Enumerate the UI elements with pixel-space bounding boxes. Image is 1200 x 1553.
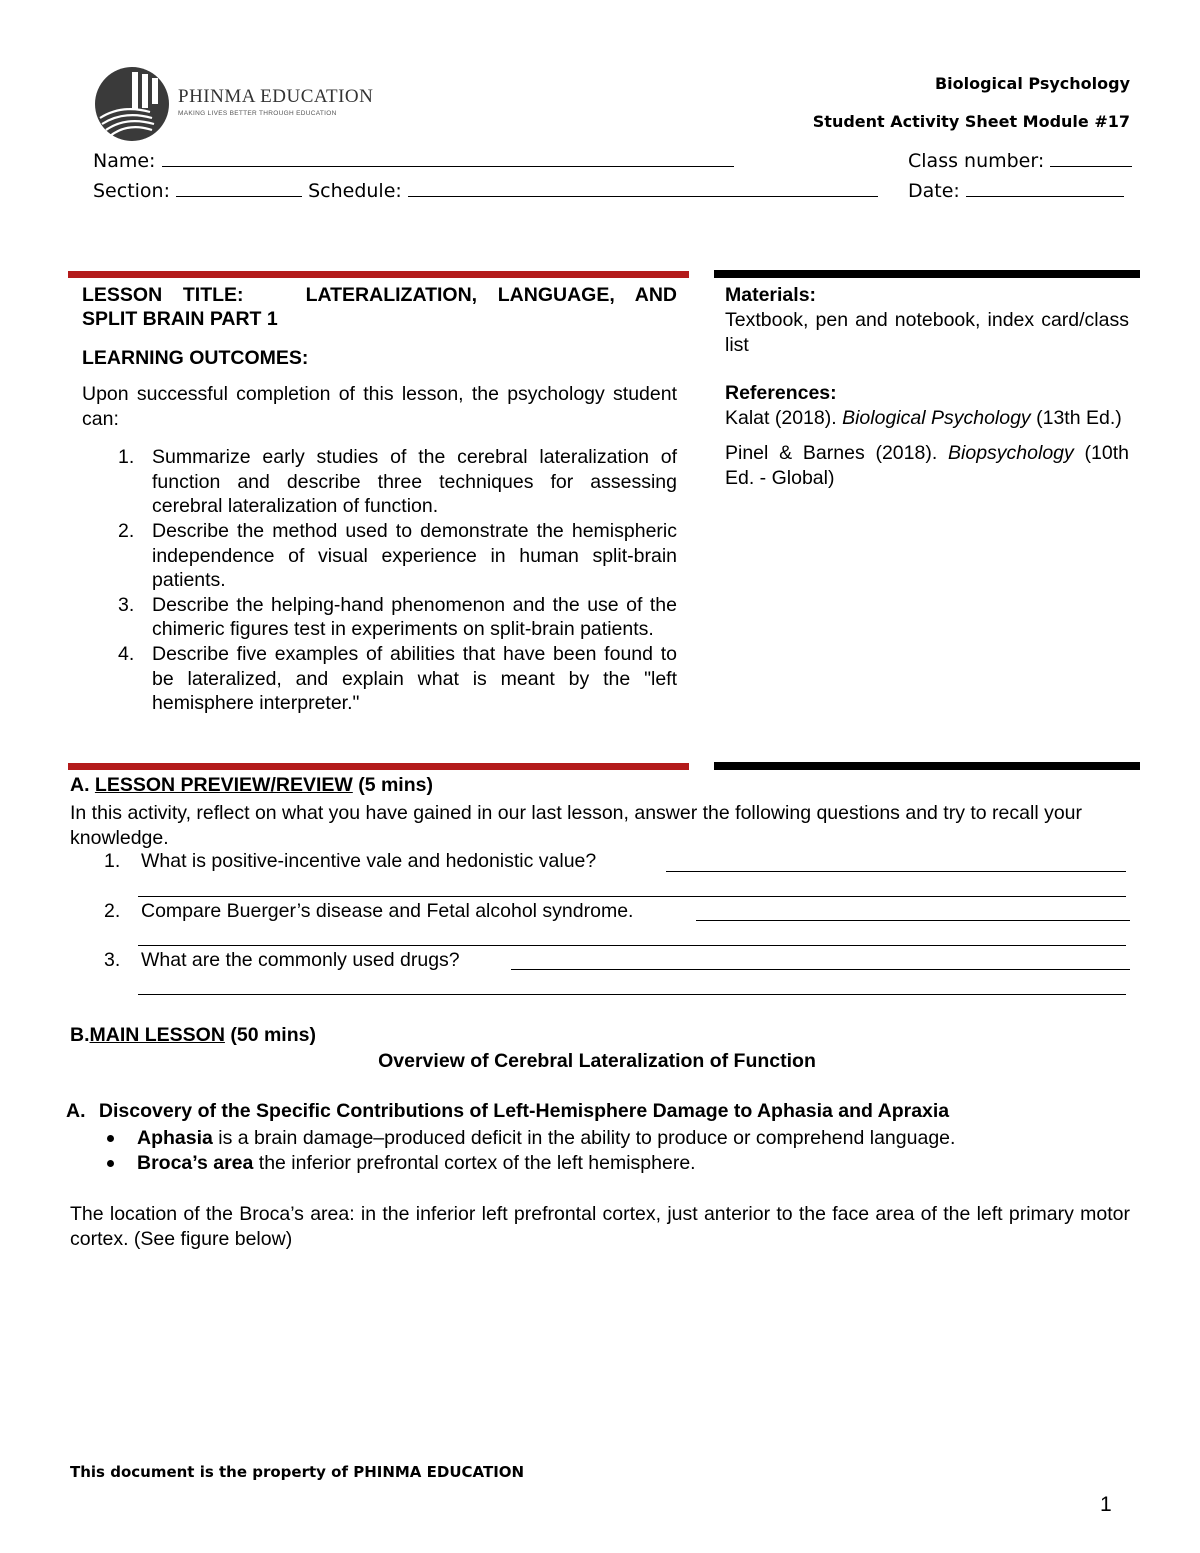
bullet-dot <box>107 1135 114 1142</box>
question-number: 2. <box>104 900 121 922</box>
phinma-logo <box>92 64 374 144</box>
outcome-number: 4. <box>118 642 135 665</box>
reference-1-authors: Kalat (2018). <box>725 407 843 429</box>
outcome-number: 1. <box>118 446 135 469</box>
section-a-intro: In this activity, reflect on what you have gained in our last lesson, answer the following questions and try to recall your knowledge. <box>70 802 1083 849</box>
question-number: 1. <box>104 850 121 872</box>
learning-outcomes-intro: Upon successful completion of this lesson, the psychology student can: <box>82 383 677 430</box>
section-b-heading <box>70 1024 316 1047</box>
class-number-label: Class number: <box>908 150 1045 172</box>
question-text: Compare Buerger’s disease and Fetal alcohol syndrome. <box>141 900 634 922</box>
question-text: What is positive-incentive vale and hedonistic value? <box>141 850 597 872</box>
brocas-location-text: The location of the Broca’s area: in the inferior left prefrontal cortex, just anterior to the face area of the left primary motor cortex. (See figure below) <box>70 1203 1130 1250</box>
bullet-text: the inferior prefrontal cortex of the left hemisphere. <box>253 1152 696 1174</box>
footer-property-text: This document is the property of PHINMA EDUCATION <box>70 1463 525 1481</box>
section-a-heading <box>70 774 433 797</box>
learning-outcomes-list <box>0 445 677 716</box>
outcome-text: Summarize early studies of the cerebral lateralization of function and describe three techniques for assessing cerebral lateralization of function. <box>152 446 677 518</box>
date-label: Date: <box>908 180 960 202</box>
section-a-title: LESSON PREVIEW/REVIEW <box>94 774 353 796</box>
outcome-item <box>0 445 677 519</box>
class-number-field[interactable] <box>908 148 1132 172</box>
section-field[interactable] <box>93 178 878 202</box>
reference-2-title: Biopsychology <box>948 442 1074 464</box>
section-line[interactable] <box>176 178 302 197</box>
phinma-logo-emblem <box>92 64 172 144</box>
logo-tagline: MAKING LIVES BETTER THROUGH EDUCATION <box>178 110 337 117</box>
reference-1 <box>725 406 1129 431</box>
outcome-number: 2. <box>118 519 135 542</box>
materials-box-top-border <box>714 270 1140 278</box>
section-label: Section: <box>93 180 170 202</box>
subsection-a-heading <box>66 1100 949 1123</box>
references-heading: References: <box>725 382 837 404</box>
question-number: 3. <box>104 949 121 971</box>
outcome-item <box>0 642 677 716</box>
name-label: Name: <box>93 150 156 172</box>
learning-outcomes-heading: LEARNING OUTCOMES: <box>82 347 309 369</box>
reference-2-edition: (10th Ed. - Global) <box>725 442 1129 489</box>
outcome-text: Describe five examples of abilities that have been found to be lateralized, and explain what is meant by the "left hemisphere interpreter." <box>152 642 677 715</box>
lesson-box <box>82 283 677 716</box>
name-line[interactable] <box>162 148 734 167</box>
question-text: What are the commonly used drugs? <box>141 949 460 971</box>
reference-1-edition: (13th Ed.) <box>1030 407 1122 429</box>
section-a-letter: A. <box>70 774 90 796</box>
reference-1-title: Biological Psychology <box>842 407 1031 429</box>
overview-title: Overview of Cerebral Lateralization of Function <box>378 1050 816 1072</box>
materials-box-bottom-border <box>714 762 1140 770</box>
materials-heading: Materials: <box>725 284 817 306</box>
answer-line[interactable] <box>138 896 1126 897</box>
bullet-dot <box>107 1160 114 1167</box>
name-field[interactable] <box>93 148 734 172</box>
reference-2 <box>725 441 1129 491</box>
bullet-term: Aphasia <box>137 1127 213 1149</box>
outcome-item <box>0 519 677 593</box>
answer-line[interactable] <box>138 945 1126 946</box>
section-b-title: MAIN LESSON <box>89 1024 225 1046</box>
materials-text: Textbook, pen and notebook, index card/class list <box>725 309 1129 356</box>
answer-line[interactable] <box>666 871 1126 872</box>
section-b-letter: B. <box>70 1024 90 1046</box>
logo-name: PHINMA EDUCATION <box>178 86 374 107</box>
bullet-text: is a brain damage–produced deficit in the ability to produce or comprehend language. <box>212 1127 956 1149</box>
outcome-item <box>0 593 677 642</box>
lesson-title-line2: SPLIT BRAIN PART 1 <box>82 308 278 330</box>
schedule-line[interactable] <box>408 178 878 197</box>
lesson-title-line1: LESSON TITLE: LATERALIZATION, LANGUAGE, AND <box>82 284 677 306</box>
course-title: Biological Psychology <box>934 74 1130 93</box>
bullet-term: Broca’s area <box>137 1152 254 1174</box>
page-number: 1 <box>1100 1493 1112 1516</box>
schedule-label: Schedule: <box>308 180 402 202</box>
outcome-text: Describe the method used to demonstrate the hemispheric independence of visual experience in human split-brain patients. <box>152 519 677 592</box>
answer-line[interactable] <box>511 969 1130 970</box>
outcome-number: 3. <box>118 593 135 616</box>
answer-line[interactable] <box>138 994 1126 995</box>
answer-line[interactable] <box>696 920 1130 921</box>
date-line[interactable] <box>966 178 1124 197</box>
lesson-title <box>82 283 677 331</box>
section-a-duration: (5 mins) <box>352 774 433 796</box>
subsection-a-title: Discovery of the Specific Contributions of Left-Hemisphere Damage to Aphasia and Apraxia <box>98 1100 950 1122</box>
reference-2-authors: Pinel & Barnes (2018). <box>725 442 949 464</box>
class-number-line[interactable] <box>1050 148 1132 167</box>
subsection-a-letter: A. <box>66 1100 86 1122</box>
outcome-text: Describe the helping-hand phenomenon and the use of the chimeric figures test in experiments on split-brain patients. <box>152 593 677 641</box>
materials-box <box>725 283 1129 491</box>
section-b-duration: (50 mins) <box>224 1024 316 1046</box>
lesson-box-top-border <box>68 271 689 278</box>
date-field[interactable] <box>908 178 1124 202</box>
module-title: Student Activity Sheet Module #17 <box>812 112 1130 131</box>
lesson-box-bottom-border <box>68 763 689 770</box>
